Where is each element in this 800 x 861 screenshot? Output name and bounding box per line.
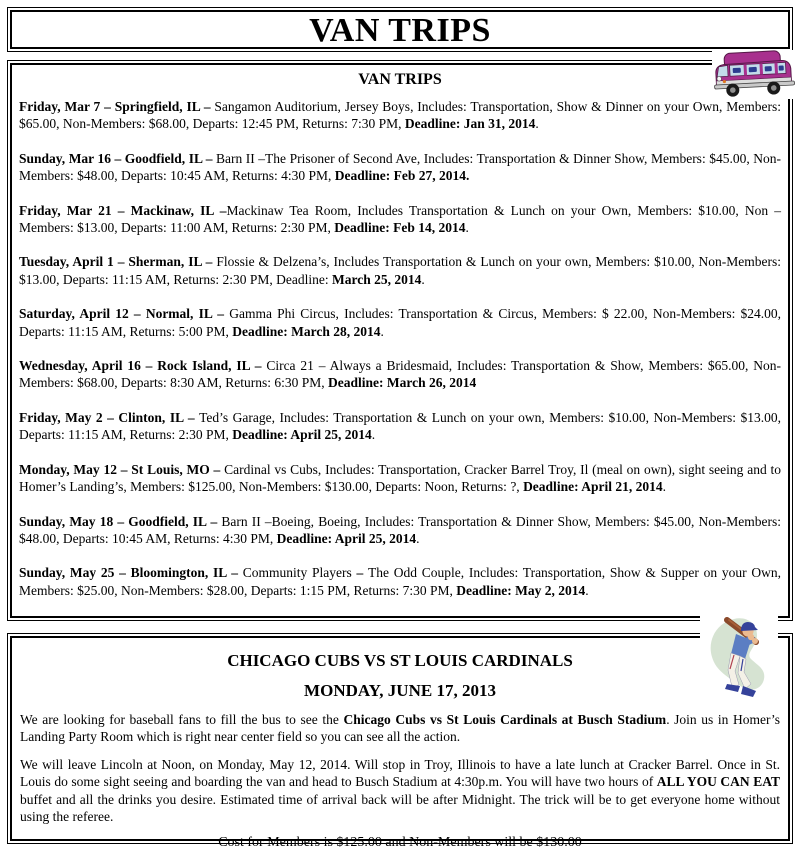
text: The Odd Couple, Includes: Transportation, Show & Supper on your Own, Members: $25.00, Non-Members: $28.00, Departs: 1:15 PM, Returns: 7:30 PM, — [19, 565, 781, 598]
text: Barn II –The Prisoner of Second Ave, Includes: Transportation & Dinner Show, Members: $45.00, Non-Members: $48.00, Departs: 10:45 AM, Returns: 4:30 PM, — [19, 150, 781, 184]
bold-text: Chicago Cubs vs St Louis Cardinals at Busch Stadium — [343, 712, 667, 727]
trip-entry — [19, 409, 781, 444]
text: Barn II –Boeing, Boeing, Includes: Transportation & Dinner Show, Members: $45.00, Non-Members: $48.00, Departs: 10:45 AM, Returns: 4:30 PM, — [19, 513, 781, 546]
trip-entry — [19, 253, 781, 288]
text: Ted’s Garage, Includes: Transportation & Lunch on your own, Members: $10.00, Non-Members: $13.00, Departs: 11:15 AM, Returns: 2:30 PM, — [19, 409, 781, 443]
cubs-date-heading: MONDAY, JUNE 17, 2013 — [304, 681, 496, 700]
van-trips-box-inner — [10, 63, 790, 618]
trip-entry — [19, 305, 781, 340]
text: Gamma Phi Circus, Includes: Transportation & Circus, Members: $ 22.00, Non-Members: $24.00, Departs: 11:15 AM, Returns: 5:00 PM, — [19, 306, 781, 339]
bold-text: Tuesday, April 1 – Sherman, IL – — [19, 254, 217, 270]
bold-text: Deadline: April 21, 2014 — [523, 479, 663, 495]
bold-text: Sunday, Mar 16 – Goodfield, IL – — [19, 150, 217, 166]
bold-text: Friday, May 2 – Clinton, IL – — [19, 409, 200, 425]
baseball-player-icon — [700, 614, 778, 700]
bold-text: Deadline: Feb 14, 2014 — [334, 220, 466, 236]
text: . — [380, 323, 384, 339]
text: Community Players — [242, 565, 357, 581]
title-banner-inner — [10, 10, 790, 49]
cubs-paragraph — [20, 756, 780, 826]
bold-text: Deadline: March 28, 2014 — [232, 323, 381, 339]
bold-text: Friday, Mar 7 – Springfield, IL – — [19, 99, 215, 114]
cubs-heading: CHICAGO CUBS VS ST LOUIS CARDINALS — [227, 651, 573, 670]
text: Sangamon Auditorium, Jersey Boys, Includes: Transportation, Show & Dinner on your Own, Members: $65.00, Non-Members: $68.00, Departs: 12:45 PM, Returns: 7:30 PM, — [19, 99, 781, 132]
title-banner — [7, 7, 793, 52]
trip-entry — [19, 513, 781, 548]
van-trips-heading: VAN TRIPS — [358, 71, 442, 88]
bold-text: March 25, 2014 — [331, 271, 422, 287]
text: Circa 21 – Always a Bridesmaid, Includes: Transportation & Show, Members: $65.00, Non-Members: $68.00, Departs: 8:30 AM, Returns: 6:30 PM, — [19, 358, 781, 391]
bold-text: Deadline: May 2, 2014 — [456, 582, 586, 598]
bold-text: Deadline: Jan 31, 2014 — [404, 116, 536, 132]
van-icon — [712, 50, 796, 99]
bold-text: Deadline: Feb 27, 2014. — [334, 168, 470, 184]
text: . — [421, 271, 425, 287]
bold-text: Deadline: March 26, 2014 — [328, 375, 477, 391]
trip-entry — [19, 357, 781, 392]
bold-text: Sunday, May 18 – Goodfield, IL – — [19, 513, 222, 529]
trip-list — [19, 98, 781, 599]
text: Cardinal vs Cubs, Includes: Transportation, Cracker Barrel Troy, Il (meal on own), sight seeing and to Homer’s Landing’s, Members: $125.00, Non-Members: $130.00, Departs: Noon, Returns: ?, — [19, 461, 781, 495]
bold-text: Sunday, May 25 – Bloomington, IL – — [19, 565, 243, 581]
text: . Join us in Homer’s Landing Party Room which is right near center field so you can see all the action. — [20, 712, 780, 745]
text: . — [371, 427, 376, 443]
bold-text: Deadline: April 25, 2014 — [276, 530, 417, 546]
text: . — [585, 582, 589, 598]
trip-entry — [19, 461, 781, 496]
text: Flossie & Delzena’s, Includes Transportation & Lunch on your own, Members: $10.00, Non-Members: $13.00, Departs: 11:15 AM, Returns: 2:30 PM, Deadline: — [19, 254, 781, 287]
van-trips-box — [7, 60, 793, 621]
text: We will leave Lincoln at Noon, on Monday, May 12, 2014. Will stop in Troy, Illinois to have a late lunch at Cracker Barrel. Once in St. Louis do some sight seeing and boarding the van and head to Busch Stadium at 4:30p.m. You will have two hours of — [20, 756, 780, 790]
text: . — [662, 479, 666, 495]
text: We are looking for baseball fans to fill the bus to see the — [20, 712, 344, 727]
cubs-paragraph — [20, 711, 780, 746]
text: buffet and all the drinks you desire. Estimated time of arrival back will be after Midnight. The trick will be to get everyone home without using the referee. — [20, 791, 780, 825]
bold-text: Wednesday, April 16 – Rock Island, IL – — [19, 358, 267, 374]
page-title: VAN TRIPS — [309, 12, 491, 49]
text: . — [535, 116, 539, 132]
trip-entry — [19, 202, 781, 237]
bold-text: ALL YOU CAN EAT — [656, 774, 780, 790]
bold-text: Monday, May 12 – St Louis, MO – — [19, 461, 225, 477]
cubs-cost-line: Cost for Members is $125.00 and Non-Members will be $130.00 — [218, 835, 582, 851]
text: Mackinaw Tea Room, Includes Transportation & Lunch on your Own, Members: $10.00, Non –Members: $13.00, Departs: 11:00 AM, Returns: 2:30 PM, — [19, 202, 781, 236]
trip-entry — [19, 564, 781, 599]
text: . — [465, 220, 469, 236]
bold-text: Friday, Mar 21 – Mackinaw, IL – — [19, 202, 227, 218]
bold-text: Deadline: April 25, 2014 — [232, 427, 372, 443]
trip-entry — [19, 98, 781, 133]
cubs-box-inner — [10, 636, 790, 851]
text: . — [416, 530, 420, 546]
cubs-box — [7, 633, 793, 851]
bold-text: Saturday, April 12 – Normal, IL – — [19, 306, 230, 322]
trip-entry — [19, 150, 781, 185]
bold-text: – — [356, 565, 368, 581]
